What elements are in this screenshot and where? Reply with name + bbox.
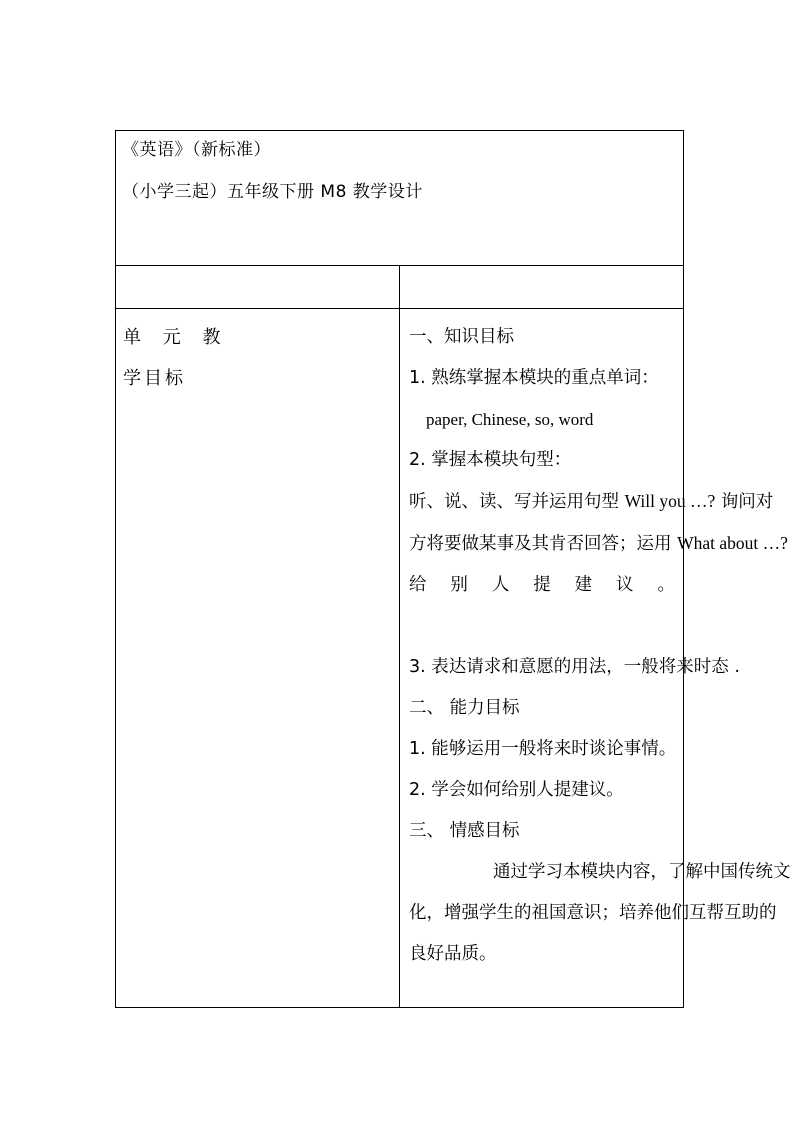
unit-goals-label-line1: 单 元 教	[123, 327, 229, 348]
ability-heading: 二、 能力目标	[409, 698, 520, 718]
sentence-pattern-line1	[409, 481, 774, 523]
ability-item-2: 2. 学会如何给别人提建议。	[409, 780, 624, 800]
unit-goals-row	[116, 309, 684, 1008]
emotion-heading: 三、 情感目标	[409, 821, 520, 841]
sentence-text-a: 听、说、读、写并运用句型	[409, 492, 625, 512]
ability-item-1: 1. 能够运用一般将来时谈论事情。	[409, 739, 677, 759]
sentence-en-what-about: What about …?	[677, 533, 788, 553]
justified-char: 给	[409, 575, 427, 595]
justified-char: 建	[574, 575, 593, 595]
justified-char: 提	[533, 575, 551, 595]
empty-row	[116, 266, 684, 309]
lesson-plan-table	[115, 130, 791, 1008]
title-row	[116, 131, 684, 266]
emotion-line-2: 化，增强学生的祖国意识；培养他们互帮互助的	[409, 903, 777, 923]
document-title: 《英语》（新标准）	[122, 140, 271, 160]
unit-goals-content-cell	[400, 309, 791, 1008]
vocab-item-label: 1. 熟练掌握本模块的重点单词：	[409, 368, 659, 388]
justified-char: 。	[657, 575, 675, 595]
sentence-text-c: 方将要做某事及其肯否回答；运用	[409, 534, 678, 554]
sentence-pattern-line3	[409, 565, 675, 606]
empty-cell-left	[116, 266, 400, 309]
document-subtitle: （小学三起）五年级下册 M8 教学设计	[122, 182, 423, 202]
emotion-line-3: 良好品质。	[409, 944, 497, 964]
title-cell	[116, 131, 684, 266]
unit-goals-label-cell	[116, 309, 400, 1008]
unit-goals-label-line2: 学目标	[123, 368, 186, 389]
blank-line	[409, 606, 675, 647]
sentence-en-will-you: Will you …?	[624, 491, 716, 511]
justified-char: 人	[491, 575, 510, 595]
knowledge-heading: 一、知识目标	[409, 327, 514, 347]
empty-cell-right	[400, 266, 684, 309]
justified-char: 别	[450, 575, 468, 595]
sentence-text-b: 询问对	[715, 492, 774, 512]
sentence-pattern-line2	[409, 523, 788, 565]
justified-char: 议	[616, 575, 634, 595]
vocab-words: paper, Chinese, so, word	[426, 410, 594, 429]
sentence-item-label: 2. 掌握本模块句型：	[409, 450, 572, 470]
future-tense-item: 3. 表达请求和意愿的用法，一般将来时态 .	[409, 657, 740, 677]
emotion-line-1: 通过学习本模块内容，了解中国传统文	[493, 862, 791, 882]
